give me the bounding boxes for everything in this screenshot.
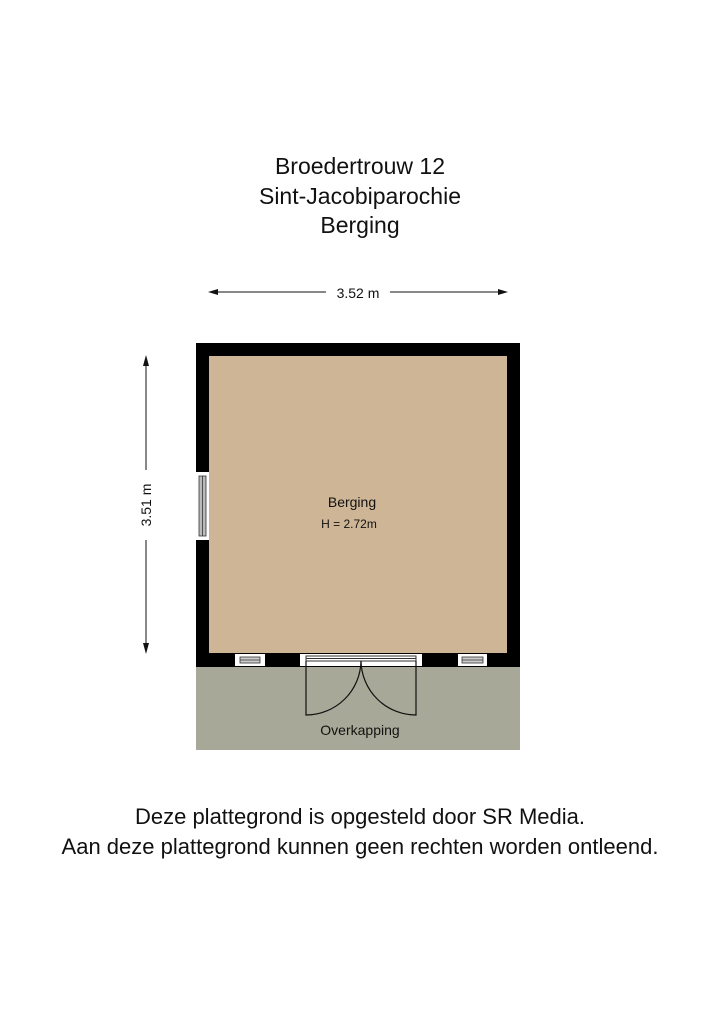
title-town: Sint-Jacobiparochie bbox=[258, 183, 461, 209]
footer-line-1: Deze plattegrond is opgesteld door SR Media. bbox=[134, 804, 586, 829]
window-left bbox=[196, 472, 209, 540]
title-address: Broedertrouw 12 bbox=[274, 153, 446, 179]
depth-dimension bbox=[138, 355, 154, 654]
window-bottom-left bbox=[235, 654, 265, 666]
width-dimension bbox=[208, 285, 508, 301]
room-label-berging: Berging bbox=[327, 494, 377, 510]
room-label-overkapping: Overkapping bbox=[320, 722, 400, 738]
window-bottom-right bbox=[458, 654, 487, 666]
room-height-berging: H = 2.72m bbox=[321, 517, 377, 531]
depth-label: 3.51 m bbox=[138, 483, 154, 527]
footer-line-2: Aan deze plattegrond kunnen geen rechten worden ontleend. bbox=[61, 834, 659, 859]
width-label: 3.52 m bbox=[336, 285, 380, 301]
title-floor: Berging bbox=[320, 212, 400, 238]
